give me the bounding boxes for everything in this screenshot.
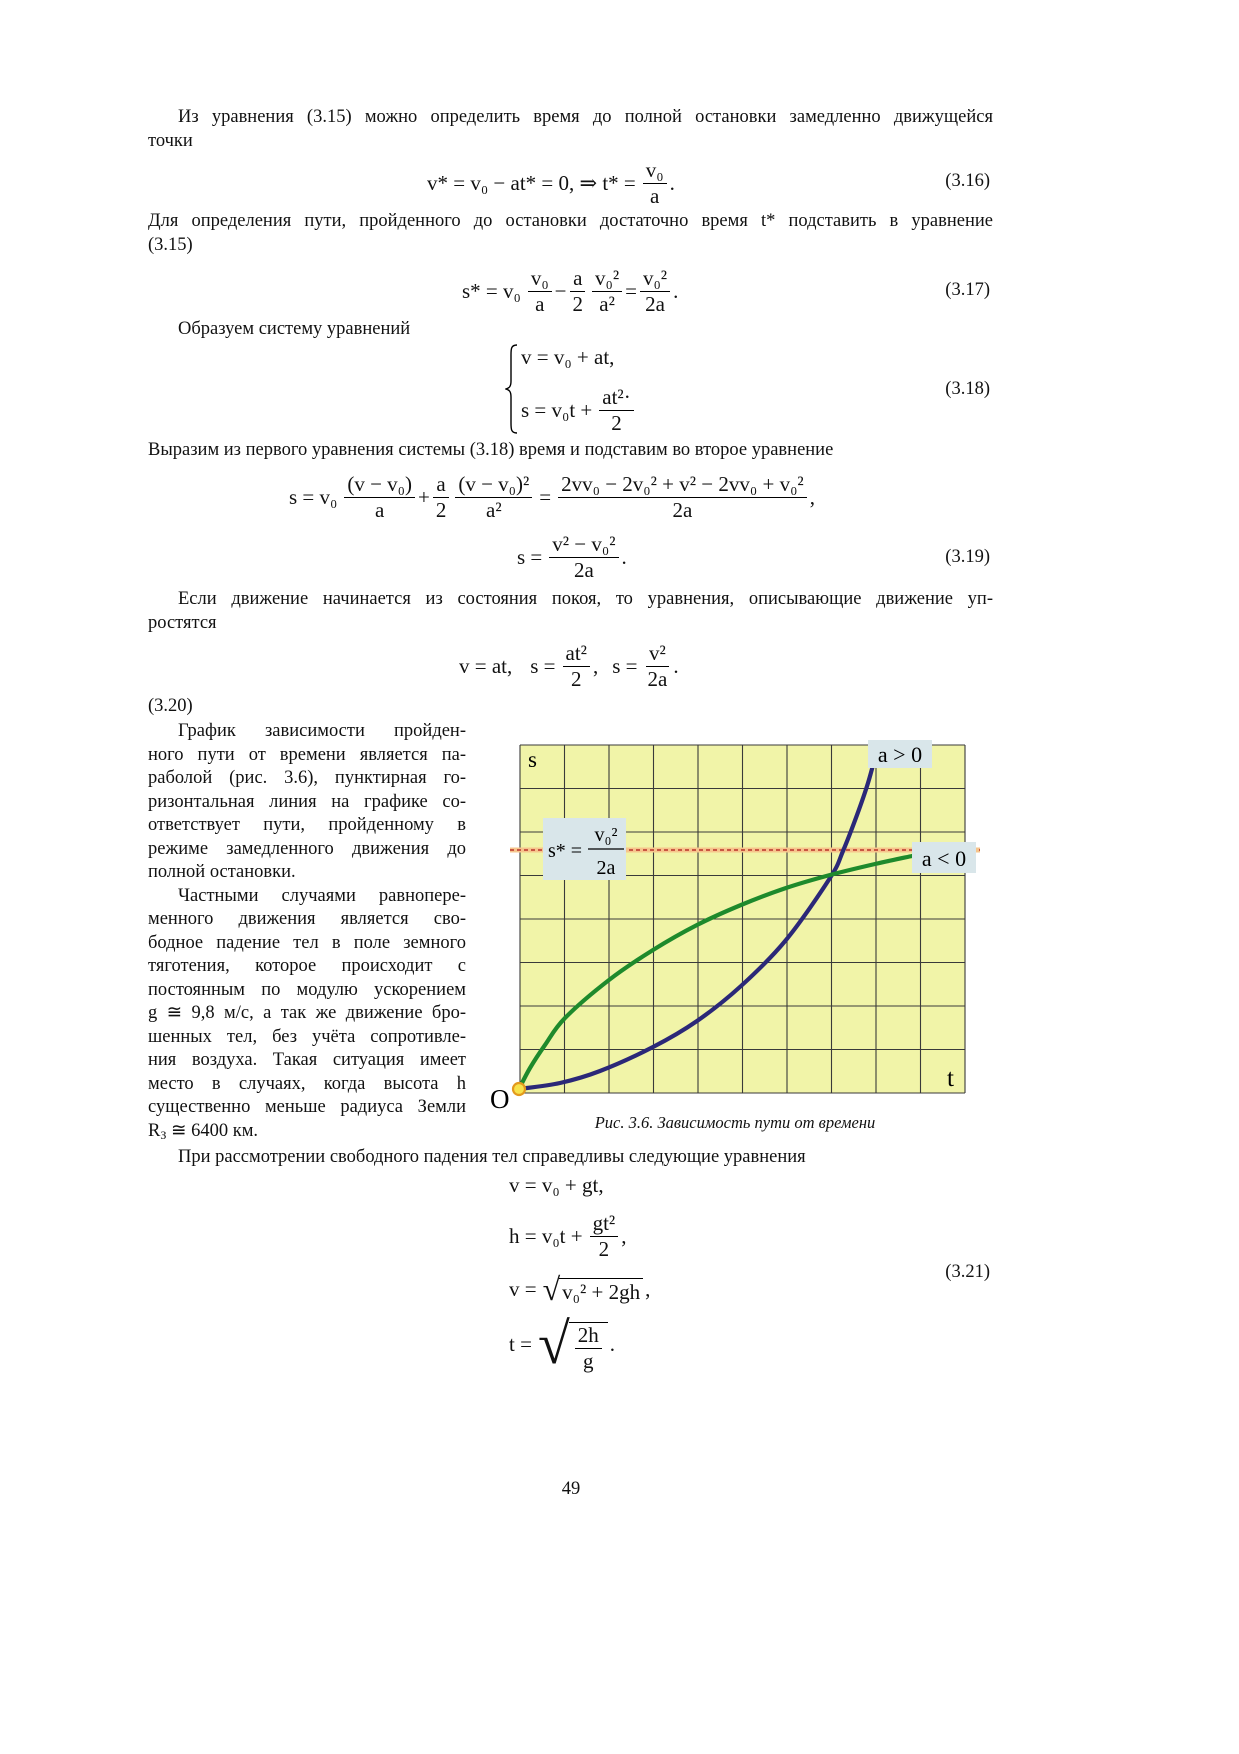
earth-radius-symbol: R	[148, 1120, 161, 1141]
paragraph-line: g ≅ 9,8 м/с, а так же движение бро-	[148, 1003, 466, 1023]
radicand: v₀² + 2gh	[559, 1278, 643, 1305]
paragraph-line: раболой (рис. 3.6), пунктирная го-	[148, 768, 466, 788]
paragraph-line: режиме замедленного движения до	[148, 838, 466, 859]
fraction-numerator: v²	[646, 642, 669, 667]
equation-text: s =	[612, 653, 638, 678]
radical-sign: √	[542, 1271, 561, 1307]
fraction-denominator: 2a	[645, 291, 665, 316]
fraction-numerator: at²·	[599, 386, 633, 411]
equation-text: v* = v₀ − at* = 0, ⇒ t* =	[427, 170, 636, 195]
paragraph-line: ния воздуха. Такая ситуация имеет	[148, 1050, 466, 1070]
paragraph-line: Для определения пути, пройденного до остановки достаточно время t* подставить в уравнение	[148, 211, 993, 231]
paragraph-line: График зависимости пройден-	[178, 721, 466, 741]
paragraph-line: Выразим из первого уравнения системы (3.18) время и подставим во второе уравнение	[148, 440, 834, 460]
equation-text: .	[621, 544, 627, 569]
origin-point	[513, 1083, 525, 1095]
left-text-column	[148, 720, 466, 1143]
equation-text: s =	[517, 544, 543, 569]
origin-label: O	[490, 1084, 510, 1114]
fraction-numerator: (v − v₀)	[344, 473, 415, 498]
paragraph-line: ного пути от времени является па-	[148, 744, 466, 765]
equation-derivation	[285, 467, 815, 527]
equation-text: ,	[592, 653, 599, 678]
paragraph-line: постоянным по модулю ускорением	[148, 979, 466, 1000]
equation-text: v = at,	[459, 653, 513, 678]
fraction-denominator: 2	[611, 410, 622, 435]
paragraph-line: точки	[148, 130, 193, 151]
paragraph-line: тяготения, которое происходит с	[148, 956, 466, 976]
paragraph-line	[148, 1120, 466, 1144]
paragraph-line: шенных тел, без учёта сопротивле-	[148, 1026, 466, 1047]
paragraph-line: ответствует пути, пройденному в	[148, 815, 466, 835]
fraction	[528, 267, 552, 316]
equation-text: s = v₀t +	[521, 397, 593, 422]
fraction	[575, 1324, 602, 1373]
earth-radius-value: ≅ 6400 км.	[166, 1120, 259, 1141]
y-axis-label: s	[528, 747, 537, 772]
equation-3-21-line-4	[505, 1309, 615, 1379]
equation-text: v = v₀ + gt,	[509, 1172, 604, 1197]
earth-radius-subscript: З	[160, 1127, 167, 1142]
path-vs-time-chart	[485, 735, 995, 1115]
fraction	[599, 386, 633, 435]
equation-number: (3.19)	[945, 547, 990, 567]
radicand	[569, 1322, 608, 1373]
equation-text: v = v₀ + at,	[521, 344, 615, 369]
equation-text: h = v₀t +	[509, 1223, 583, 1248]
fraction-denominator: a²	[599, 291, 615, 316]
fraction-numerator: a	[433, 473, 448, 498]
figure-caption: Рис. 3.6. Зависимость пути от времени	[594, 1113, 876, 1132]
equation-text: v =	[509, 1276, 537, 1301]
annotation-lhs: s* =	[548, 840, 583, 862]
series-label-a-lt-0	[912, 842, 976, 873]
fraction	[563, 642, 590, 691]
stop-distance-annotation	[543, 818, 626, 880]
fraction-denominator: 2	[570, 666, 582, 691]
equation-text: .	[673, 653, 679, 678]
paragraph-4	[148, 439, 993, 463]
paragraph-line: существенно меньше радиуса Земли	[148, 1097, 466, 1117]
fraction-denominator: 2	[435, 497, 447, 522]
equation-operator: +	[418, 484, 430, 509]
fraction-numerator: v₀	[528, 267, 552, 292]
equation-number: (3.18)	[945, 379, 990, 399]
fraction-numerator: 2vv₀ − 2v₀² + v² − 2vv₀ + v₀²	[558, 473, 807, 498]
paragraph-line: При рассмотрении свободного падения тел справедливы следующие уравнения	[178, 1147, 806, 1167]
fraction-denominator: 2	[598, 1236, 610, 1261]
chart-svg	[485, 735, 995, 1115]
fraction-denominator: 2a	[672, 497, 693, 522]
paragraph-line: полной остановки.	[148, 862, 296, 882]
paragraph-line: Образуем систему уравнений	[178, 319, 411, 339]
paragraph-2	[148, 210, 993, 257]
equation-operator: =	[625, 278, 637, 303]
paragraph-line: Если движение начинается из состояния покоя, то уравнения, описывающие движение уп-	[178, 589, 993, 609]
paragraph-line: бодное падение тел в поле земного	[148, 932, 466, 953]
equation-text: s* = v₀	[462, 278, 521, 303]
fraction-numerator: v² − v₀²	[549, 533, 618, 558]
fraction-numerator: 2h	[575, 1324, 602, 1349]
paragraph-line: ризонтальная линия на графике со-	[148, 791, 466, 812]
fraction-denominator: a	[650, 183, 660, 208]
equation-3-17	[458, 261, 678, 321]
paragraph-line: Частными случаями равнопере-	[178, 885, 466, 906]
equation-3-18-system	[505, 343, 655, 438]
page-number: 49	[561, 1479, 581, 1499]
equation-3-21-line-2	[505, 1206, 626, 1266]
paragraph-line: менного движения является сво-	[148, 909, 466, 929]
fraction-denominator: g	[583, 1349, 594, 1373]
system-line-2	[517, 382, 637, 438]
equation-text: s =	[530, 653, 556, 678]
equation-3-20	[455, 636, 679, 696]
fraction-numerator: gt²	[590, 1212, 619, 1237]
fraction	[590, 1212, 619, 1261]
paragraph-line: ростятся	[148, 612, 217, 633]
fraction	[570, 267, 587, 316]
fraction	[644, 642, 670, 691]
equation-text: s = v₀	[289, 484, 338, 509]
series-label-text: a < 0	[921, 846, 967, 871]
system-line-1	[517, 343, 618, 371]
equation-3-16	[423, 153, 675, 213]
fraction-numerator: a	[570, 267, 585, 292]
fraction	[455, 473, 532, 522]
fraction-denominator: 2a	[647, 666, 668, 691]
equation-text: ,	[621, 1223, 627, 1248]
radical-sign: √	[537, 1311, 570, 1376]
equation-text: ,	[809, 484, 815, 509]
equation-number: (3.20)	[148, 696, 193, 716]
paragraph-3	[178, 318, 778, 342]
paragraph-line: Из уравнения (3.15) можно определить время до полной остановки замедленно движущейся	[178, 107, 993, 127]
equation-operator: −	[554, 278, 567, 303]
fraction-denominator: a²	[486, 497, 502, 522]
fraction-numerator: v₀²	[640, 267, 670, 292]
equation-operator: =	[539, 484, 552, 509]
square-root	[543, 1273, 644, 1305]
equation-text: t =	[509, 1331, 532, 1356]
fraction-numerator: at²	[563, 642, 590, 667]
fraction	[643, 159, 667, 208]
fraction	[592, 267, 622, 316]
fraction-denominator: a	[535, 291, 545, 316]
fraction	[640, 267, 670, 316]
fraction	[558, 473, 807, 522]
fraction	[549, 533, 618, 582]
series-label-text: a > 0	[877, 742, 923, 767]
paragraph-1	[148, 106, 993, 153]
fraction-numerator: v₀	[643, 159, 667, 184]
fraction-denominator: 2a	[573, 557, 594, 582]
square-root	[537, 1311, 608, 1376]
equation-number: (3.17)	[945, 280, 990, 300]
fraction-numerator: (v − v₀)²	[455, 473, 532, 498]
equation-text: .	[669, 170, 675, 195]
fraction	[344, 473, 415, 522]
equation-text: .	[673, 278, 679, 303]
equation-text: ,	[645, 1276, 651, 1301]
equation-number: (3.16)	[945, 171, 990, 191]
fraction-numerator: v₀²	[592, 267, 622, 292]
annotation-denominator: 2a	[596, 857, 616, 879]
equation-text: .	[609, 1331, 616, 1356]
fraction-denominator: 2	[572, 291, 584, 316]
paragraph-5	[148, 588, 993, 635]
equation-3-19	[513, 527, 627, 587]
paragraph-line: место в случаях, когда высота h	[148, 1073, 466, 1094]
fraction	[433, 473, 450, 522]
series-label-a-gt-0	[868, 740, 932, 768]
x-axis-label: t	[947, 1065, 954, 1092]
annotation-numerator: v₀²	[594, 824, 618, 846]
equation-number: (3.21)	[945, 1262, 990, 1282]
paragraph-line: (3.15)	[148, 234, 193, 255]
fraction-denominator: a	[375, 497, 385, 522]
